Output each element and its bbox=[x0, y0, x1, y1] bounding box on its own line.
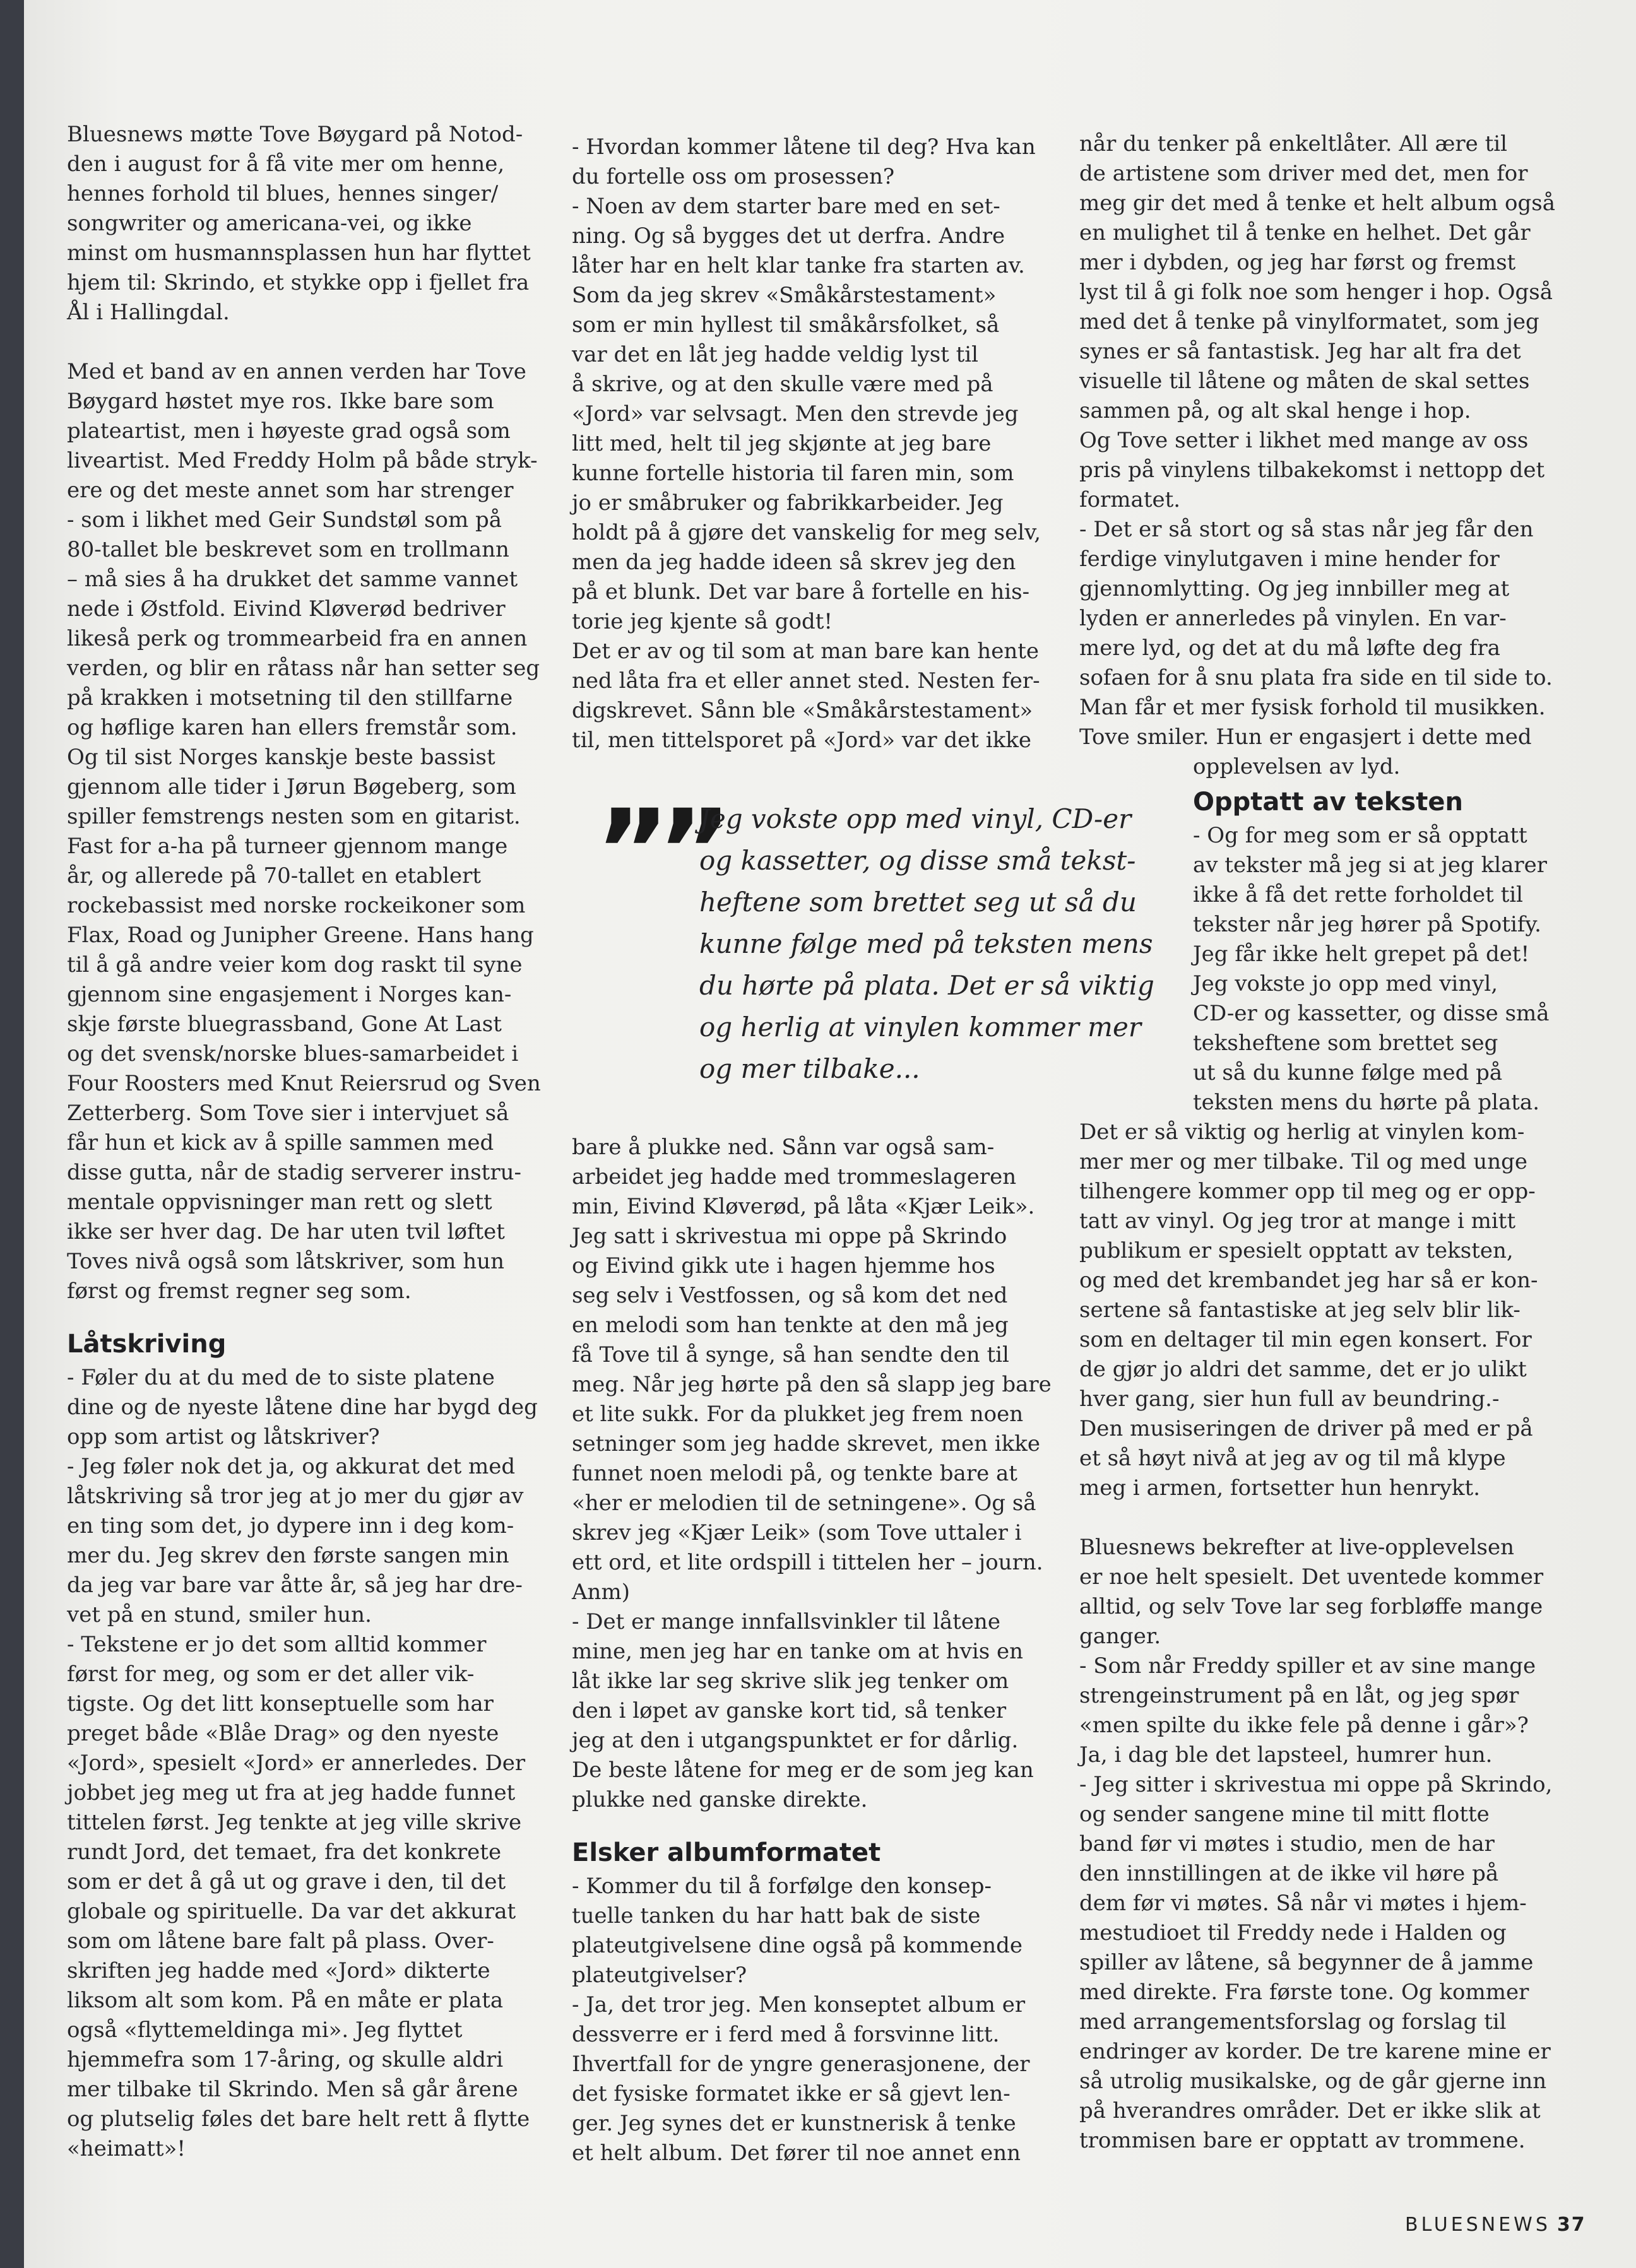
pull-quote-text: Jeg vokste opp med vinyl, CD-er og kassetter, og disse små tekst- heftene som brettet seg ut så du kunne følge med på teksten mens du hørte på plata. Det er så viktig og herlig at vinylen kommer mer og mer tilbake... bbox=[699, 803, 1154, 1084]
albumformat-paragraph: - Kommer du til å forfølge den konsep- tuelle tanken du har hatt bak de siste plateutgivelsene dine også på kommende plateutgivelser? - Ja, det tror jeg. Men konseptet album er dessverre er i ferd med å forsvinne litt. Ihvertfall for de yngre generasjonene, der det fysiske formatet ikke er så gjevt len- ger. Jeg synes det er kunstnerisk å tenke et helt album. Det fører til noe annet enn bbox=[572, 1874, 1030, 2166]
latskriving-paragraph: - Føler du at du med de to siste platene dine og de nyeste låtene dine har bygd deg opp som artist og låtskriver? - Jeg føler nok det ja, og akkurat det med låtskriving så tror jeg at jo mer du gjør av en ting som det, jo dypere inn i deg kom- mer du. Jeg skrev den første sangen min da jeg var bare var åtte år, så jeg har dre- vet på en stund, smiler hun. - Tekstene er jo det som alltid kommer først for meg, og som er det aller vik- tigste. Og det litt konseptuelle som har preget både «Blåe Drag» og den nyeste «Jord», spesielt «Jord» er annerledes. Der jobbet jeg meg ut fra at jeg hadde funnet tittelen først. Jeg tenkte at jeg ville skrive rundt Jord, det temaet, fra det konkrete som er det å gå ut og grave i den, til det globale og spirituelle. Da var det akkurat som om låtene bare falt på plass. Over- skriften jeg hadde med «Jord» dikterte liksom alt som kom. På en måte er plata også «flyttemeldinga mi». Jeg flyttet hjemmefra som 17-åring, og skulle aldri mer tilbake til Skrindo. Men så går årene og plutselig føles det bare helt rett å flytte «heimatt»! bbox=[67, 1365, 538, 2161]
album-paragraph-end: opplevelsen av lyd. bbox=[1193, 754, 1401, 779]
column-2-bottom bbox=[572, 1133, 1064, 2168]
process-paragraph: - Hvordan kommer låtene til deg? Hva kan du fortelle oss om prosessen? - Noen av dem starter bare med en set- ning. Og så bygges det ut derfra. Andre låter har en helt klar tanke fra starten av. Som da jeg skrev «Småkårstestament» som er min hyllest til småkårsfolket, så var det en låt jeg hadde veldig lyst til å skrive, og at den skulle være med på «Jord» var selvsagt. Men den strevde jeg litt med, helt til jeg skjønte at jeg bare kunne fortelle historia til faren min, som jo er småbruker og fabrikkarbeider. Jeg holdt på å gjøre det vanskelig for meg selv, men da jeg hadde ideen så skrev jeg den på et blunk. Det var bare å fortelle en his- torie jeg kjente så godt! Det er av og til som at man bare kan hente ned låta fra et eller annet sted. Nesten fer- digskrevet. Sånn ble «Småkårstestament» til, men tittelsporet på «Jord» var det ikke bbox=[572, 134, 1041, 753]
magazine-name: BLUESNEWS bbox=[1405, 2214, 1551, 2236]
subheading-opptatt: Opptatt av teksten bbox=[1193, 788, 1463, 817]
vinyl-paragraph: Det er så viktig og herlig at vinylen kom- mer mer og mer tilbake. Til og med unge tilhengere kommer opp til meg og er opp- tatt av vinyl. Og jeg tror at mange i mitt publikum er spesielt opptatt av teksten, og med det krembandet jeg har så er kon- sertene så fantastiske at jeg selv blir lik- som en deltager til min egen konsert. For de gjør jo aldri det samme, det er jo ulikt hver gang, sier hun full av beundring.- Den musiseringen de driver på med er på et så høyt nivå at jeg av og til må klype meg i armen, fortsetter hun henrykt. bbox=[1079, 1119, 1538, 1501]
album-paragraph: når du tenker på enkeltlåter. All ære til de artistene som driver med det, men for meg gir det med å tenke et helt album også en mulighet til å tenke en helhet. Det går mer i dybden, og jeg har først og fremst lyst til å gi folk noe som henger i hop. Også med det å tenke på vinylformatet, som jeg synes er så fantastisk. Jeg har alt fra det visuelle til låtene og måten de skal settes sammen på, og alt skal henge i hop. Og Tove setter i likhet med mange av oss pris på vinylens tilbakekomst i nettopp det formatet. - Det er så stort og så stas når jeg får den ferdige vinylutgaven i mine hender for gjennomlytting. Og jeg innbiller meg at lyden er annerledes på vinylen. En var- mere lyd, og det at du må løfte deg fra sofaen for å snu plata fra side en til side to. Man får et mer fysisk forhold til musikken. Tove smiler. Hun er engasjert i dette med bbox=[1079, 131, 1555, 750]
column-2-top bbox=[572, 133, 1064, 755]
subheading-albumformatet: Elsker albumformatet bbox=[572, 1838, 881, 1867]
intro-paragraph: Bluesnews møtte Tove Bøygard på Notod- den i august for å få vite mer om henne, hennes forhold til blues, hennes singer/ songwriter og americana-vei, og ikke minst om husmannsplassen hun har flyttet hjem til: Skrindo, et stykke opp i fjellet fra Ål i Hallingdal. bbox=[67, 122, 531, 325]
band-paragraph: Med et band av en annen verden har Tove Bøygard høstet mye ros. Ikke bare som plateartist, men i høyeste grad også som liveartist. Med Freddy Holm på både stryk- ere og det meste annet som har strenger - som i likhet med Geir Sundstøl som på 80-tallet ble beskrevet som en trollmann – må sies å ha drukket det samme vannet nede i Østfold. Eivind Kløverød bedriver likeså perk og trommearbeid fra en annen verden, og blir en råtass når han setter seg på krakken i motsetning til den stillfarne og høflige karen han ellers fremstår som. Og til sist Norges kanskje beste bassist gjennom alle tider i Jørun Bøgeberg, som spiller femstrengs nesten som en gitarist. Fast for a-ha på turneer gjennom mange år, og allerede på 70-tallet en etablert rockebassist med norske rockeikoner som Flax, Road og Junipher Greene. Hans hang til å gå andre veier kom dog raskt til syne gjennom sine engasjement i Norges kan- skje første bluegrassband, Gone At Last og det svensk/norske blues-samarbeidet i Four Roosters med Knut Reiersrud og Sven Zetterberg. Som Tove sier i intervjuet så får hun et kick av å spille sammen med disse gutta, når de stadig serverer instru- mentale oppvisninger man rett og slett ikke ser hver dag. De har uten tvil løftet Toves nivå også som låtskriver, som hun først og fremst regner seg som. bbox=[67, 359, 541, 1304]
page-number: 37 bbox=[1556, 2214, 1586, 2236]
magazine-page bbox=[24, 0, 1636, 2268]
kjaer-leik-paragraph: bare å plukke ned. Sånn var også sam- arbeidet jeg hadde med trommeslageren min, Eivind Kløverød, på låta «Kjær Leik». Jeg satt i skrivestua mi oppe på Skrindo og Eivind gikk ute i hagen hjemme hos seg selv i Vestfossen, og så kom det ned en melodi som han tenkte at den må jeg få Tove til å synge, så han sendte den til meg. Når jeg hørte på den så slapp jeg bare et lite sukk. For da plukket jeg frem noen setninger som jeg hadde skrevet, men ikke funnet noen melodi på, og tenkte bare at «her er melodien til de setningene». Og så skrev jeg «Kjær Leik» (som Tove uttaler i ett ord, et lite ordspill i tittelen her – journ. Anm) - Det er mange innfallsvinkler til låtene mine, men jeg har en tanke om at hvis en låt ikke lar seg skrive slik jeg tenker om den i løpet av ganske kort tid, så tenker jeg at den i utgangspunktet er for dårlig. De beste låtene for meg er de som jeg kan plukke ned ganske direkte. bbox=[572, 1135, 1052, 1812]
column-3 bbox=[1079, 129, 1584, 2156]
column-1 bbox=[67, 120, 566, 2164]
quote-mark-icon: ”” bbox=[595, 786, 720, 918]
subheading-latskriving: Låtskriving bbox=[67, 1330, 227, 1359]
page-footer bbox=[1405, 2214, 1586, 2236]
live-paragraph: Bluesnews bekrefter at live-opplevelsen er noe helt spesielt. Det uventede kommer alltid, og selv Tove lar seg forbløffe mange ganger. - Som når Freddy spiller et av sine mange strengeinstrument på en låt, og jeg spør «men spilte du ikke fele på denne i går»? Ja, i dag ble det lapsteel, humrer hun. - Jeg sitter i skrivestua mi oppe på Skrindo, og sender sangene mine til mitt flotte band før vi møtes i studio, men de har den innstillingen at de ikke vil høre på dem før vi møtes. Så når vi møtes i hjem- mestudioet til Freddy nede i Halden og spiller av låtene, så begynner de å jamme med direkte. Fra første tone. Og kommer med arrangementsforslag og forslag til endringer av korder. De tre karene mine er så utrolig musikalske, og de går gjerne inn på hverandres områder. Det er ikke slik at trommisen bare er opptatt av trommene. bbox=[1079, 1535, 1553, 2153]
opptatt-paragraph: - Og for meg som er så opptatt av tekster må jeg si at jeg klarer ikke å få det rette forholdet til tekster når jeg hører på Spotify. Jeg får ikke helt grepet på det! Jeg vokste jo opp med vinyl, CD-er og kassetter, og disse små teksheftene som brettet seg ut så du kunne følge med på teksten mens du hørte på plata. bbox=[1193, 823, 1550, 1115]
